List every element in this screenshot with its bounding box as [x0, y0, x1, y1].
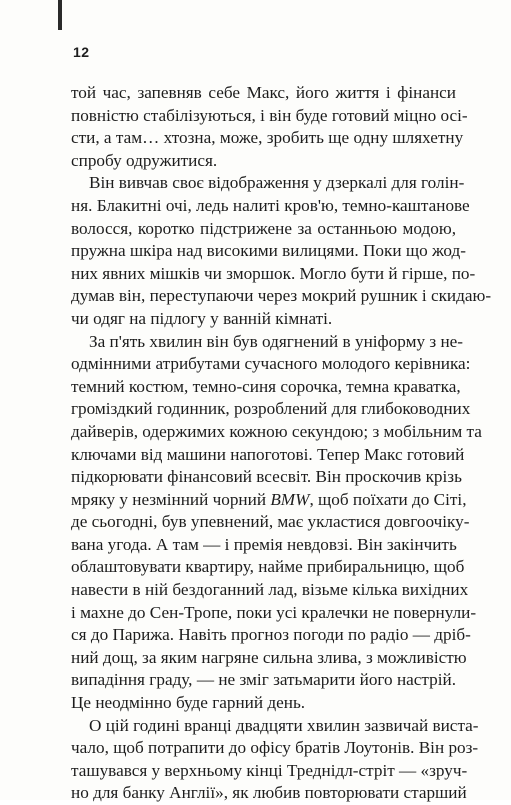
text-line: пружна шкіра над високими вилицями. Поки що жод-: [71, 241, 466, 261]
text-line: волосся, коротко підстрижене за останньою модою,: [71, 218, 456, 238]
text-line: ня. Блакитні очі, ледь налиті кров'ю, темно-каштанове: [71, 195, 470, 215]
text-line: одмінними атрибутами сучасного молодого керівника:: [71, 354, 471, 374]
text-line: чало, щоб потрапити до офісу братів Лоутонів. Він роз-: [71, 738, 479, 758]
page-edge-shadow: [58, 0, 62, 30]
text-line: той час, запевняв себе Макс, його життя і фінанси: [71, 83, 456, 102]
text-line: но для банку Англії», як любив повторювати старший: [71, 783, 467, 803]
text-line: сти, а там… хтозна, може, зробить ще одну шляхетну: [71, 128, 464, 148]
text-line: і махне до Сен-Тропе, поки усі кралечки не повернули-: [71, 602, 477, 622]
text-line: дайверів, одержимих кожною секундою; з мобільним та: [71, 421, 482, 441]
body-text: [71, 82, 492, 805]
text-line: них явних мішків чи зморшок. Могло бути й гірше, по-: [71, 263, 476, 283]
text-line: вана угода. А там — і премія невдовзі. Він закінчить: [71, 534, 457, 554]
text-line: ташувався у верхньому кінці Треднідл-стріт — «зруч-: [71, 760, 468, 780]
text-line: Він вивчав своє відображення у дзеркалі для голін-: [89, 173, 465, 193]
text-line: випадіння граду, — не зміг затьмарити його настрій.: [71, 670, 456, 690]
text-line: де сьогодні, був упевнений, має укластися довгоочіку-: [71, 512, 470, 532]
text-line: О цій годині вранці двадцяти хвилин зазвичай виста-: [89, 715, 479, 735]
text-line: спробу одружитися.: [71, 150, 218, 170]
text-line: За п'ять хвилин він був одягнений в уніформу з не-: [89, 331, 464, 351]
text-line: чи одяг на підлогу у ванній кімнаті.: [71, 308, 333, 328]
text-line: підкорювати фінансовий всесвіт. Він проскочив крізь: [71, 467, 462, 487]
text-line: ключами від машини напоготові. Тепер Макс готовий: [71, 444, 465, 464]
text-line: навести в ній бездоганний лад, візьме кілька вихідних: [71, 580, 469, 600]
text-line: Це неодмінно буде гарний день.: [71, 693, 306, 713]
text-line: темний костюм, темно-синя сорочка, темна краватка,: [71, 376, 461, 396]
text-line: ний дощ, за яким нагряне сильна злива, з можливістю: [71, 647, 467, 667]
text-line: мряку у незмінний чорний BMW, щоб поїхати до Сіті,: [71, 489, 467, 509]
brand-name: BMW: [270, 489, 310, 509]
text-line: думав він, переступаючи через мокрий рушник і скидаю-: [71, 286, 492, 306]
page-number: 12: [73, 44, 90, 60]
text-line: ся до Парижа. Навіть прогноз погоди по радіо — дріб-: [71, 625, 471, 645]
text-line: повністю стабілізуються, і він буде готовий міцно осі-: [71, 105, 468, 125]
text-line: громіздкий годинник, розроблений для глибоководних: [71, 399, 471, 419]
text-line: облаштовувати квартиру, найме прибиральницю, щоб: [71, 557, 465, 577]
